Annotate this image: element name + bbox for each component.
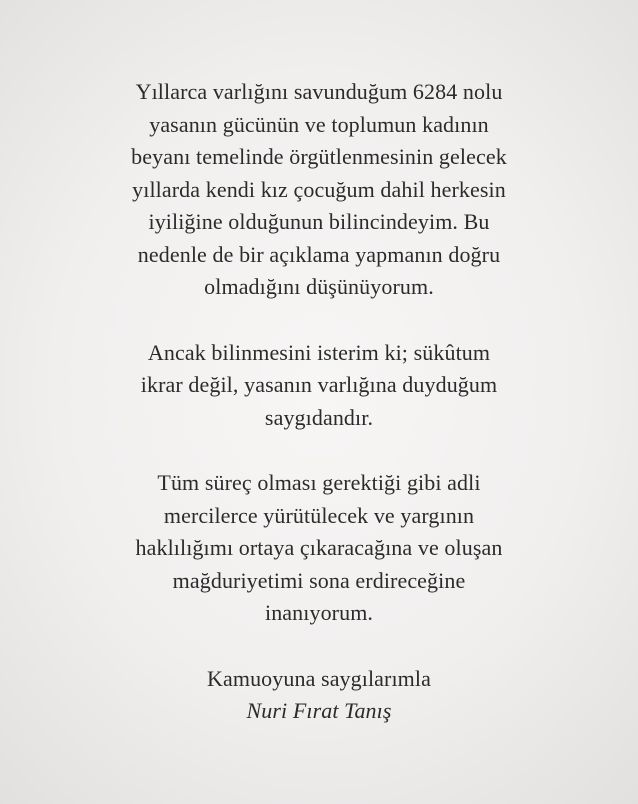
- text-line: yıllarda kendi kız çocuğum dahil herkesin: [132, 176, 506, 202]
- closing-greeting: Kamuoyuna saygılarımla: [207, 665, 431, 691]
- signature: Nuri Fırat Tanış: [246, 698, 392, 723]
- text-line: saygıdandır.: [264, 404, 374, 430]
- text-line: haklılığımı ortaya çıkaracağına ve oluşan: [135, 535, 503, 560]
- text-line: mağduriyetimi sona erdireceğine: [172, 567, 466, 593]
- text-line: Tüm süreç olması gerektiği gibi adli: [157, 470, 481, 495]
- paragraph-gap: [0, 434, 638, 467]
- closing-block: [0, 663, 638, 728]
- text-line: iyiliğine olduğunun bilincindeyim. Bu: [148, 209, 490, 234]
- paragraph-silence: [0, 337, 638, 435]
- text-line: mercilerce yürütülecek ve yargının: [163, 502, 475, 528]
- paragraph-law-support: [0, 76, 638, 304]
- text-line: olmadığını düşünüyorum.: [204, 274, 434, 299]
- text-line: inanıyorum.: [264, 600, 374, 625]
- text-line: Yıllarca varlığını savunduğum 6284 nolu: [135, 79, 503, 104]
- text-line: nedenle de bir açıklama yapmanın doğru: [137, 241, 501, 267]
- text-line: ikrar değil, yasanın varlığına duyduğum: [140, 372, 498, 397]
- paragraph-gap: [0, 630, 638, 663]
- statement-body: [0, 76, 638, 728]
- text-line: Ancak bilinmesini isterim ki; sükûtum: [147, 339, 491, 365]
- text-line: beyanı temelinde örgütlenmesinin gelecek: [131, 144, 507, 169]
- text-line: yasanın gücünün ve toplumun kadının: [149, 111, 489, 137]
- paragraph-legal-process: [0, 467, 638, 630]
- paragraph-gap: [0, 304, 638, 337]
